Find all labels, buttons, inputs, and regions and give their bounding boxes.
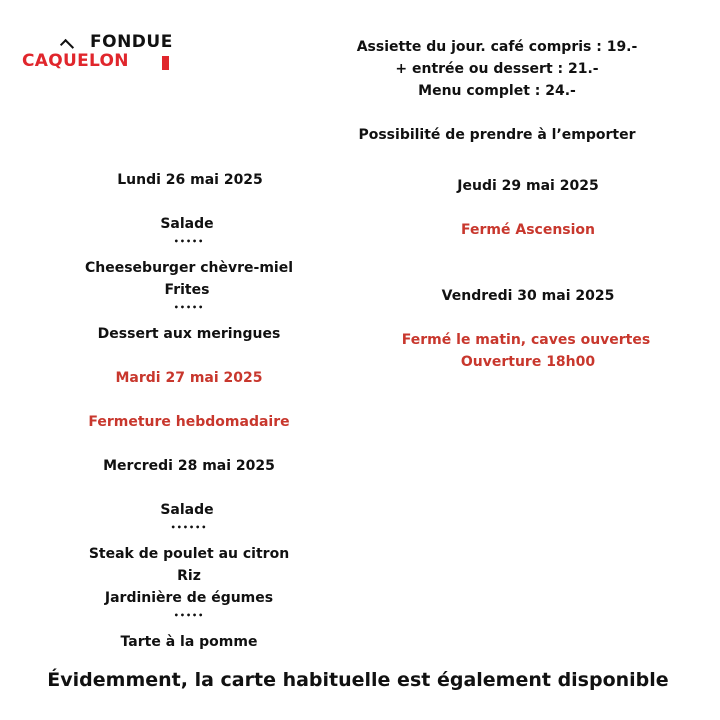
logo-text-fondue: FONDUE	[90, 32, 173, 52]
monday-separator-1: •••••	[173, 237, 205, 246]
thursday-title: Jeudi 29 mai 2025	[457, 178, 599, 194]
wednesday-separator-2: •••••	[173, 611, 205, 620]
tuesday-title: Mardi 27 mai 2025	[115, 370, 263, 386]
footer-note: Évidemment, la carte habituelle est également disponible	[47, 669, 669, 691]
friday-note-2: Ouverture 18h00	[460, 354, 596, 370]
wednesday-main-2: Riz	[177, 568, 201, 584]
tuesday-note: Fermeture hebdomadaire	[88, 414, 290, 430]
friday-title: Vendredi 30 mai 2025	[441, 288, 615, 304]
thursday-note: Fermé Ascension	[461, 222, 595, 238]
price-line-1: Assiette du jour. café compris : 19.-	[356, 39, 638, 55]
wednesday-main-1: Steak de poulet au citron	[88, 546, 290, 562]
logo-tag-icon	[162, 56, 169, 70]
wednesday-main-3: Jardinière de égumes	[104, 590, 274, 606]
logo-text-caquelon: CAQUELON	[22, 51, 129, 71]
friday-note-1: Fermé le matin, caves ouvertes	[401, 332, 651, 348]
monday-dessert: Dessert aux meringues	[97, 326, 281, 342]
takeaway-note: Possibilité de prendre à l’emporter	[358, 127, 636, 143]
monday-separator-2: •••••	[173, 303, 205, 312]
monday-starter: Salade	[160, 216, 214, 232]
wednesday-title: Mercredi 28 mai 2025	[103, 458, 275, 474]
wednesday-dessert: Tarte à la pomme	[120, 634, 258, 650]
price-line-2: + entrée ou dessert : 21.-	[395, 61, 599, 77]
fondue-caquelon-logo	[22, 28, 172, 78]
monday-main-1: Cheeseburger chèvre-miel	[84, 260, 294, 276]
wednesday-starter: Salade	[160, 502, 214, 518]
monday-title: Lundi 26 mai 2025	[117, 172, 263, 188]
price-line-3: Menu complet : 24.-	[418, 83, 576, 99]
monday-main-2: Frites	[164, 282, 210, 298]
wednesday-separator-1: ••••••	[170, 523, 208, 532]
